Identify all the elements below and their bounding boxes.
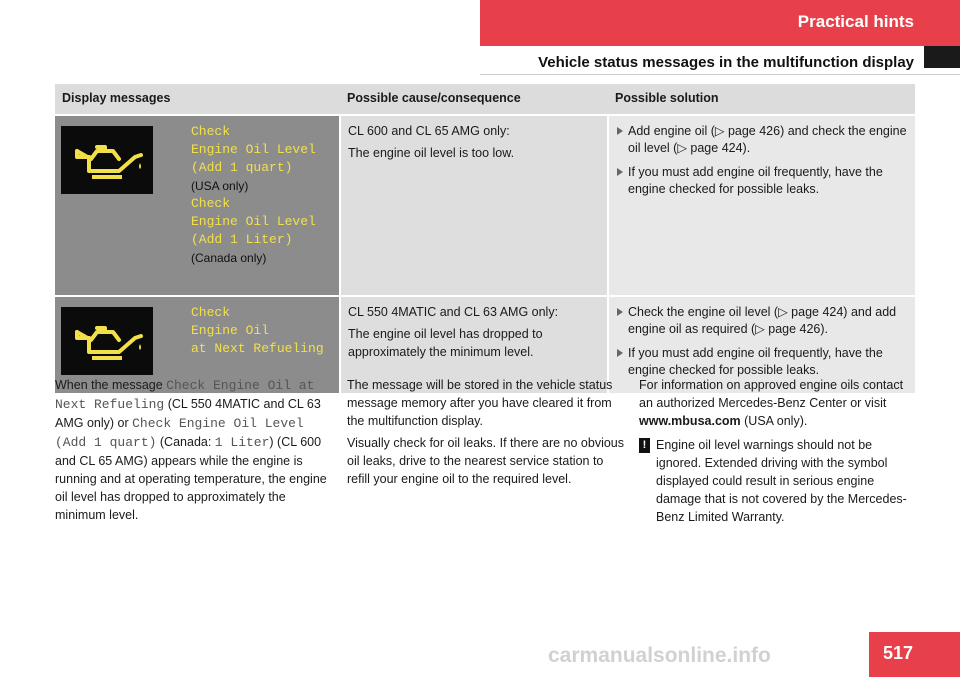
solution-item: Add engine oil (▷ page 426) and check the engine oil level (▷ page 424). [616, 123, 908, 158]
solution-item: If you must add engine oil frequently, have the engine checked for possible leaks. [616, 345, 908, 380]
display-message-inline: Check Engine Oil at Next Refueling [55, 378, 315, 412]
col-header-display: Display messages [55, 84, 340, 115]
display-message-line: Engine Oil [191, 322, 270, 338]
display-message-line: Check [191, 304, 231, 320]
display-cell [55, 115, 340, 296]
body-text: ) (CL 600 and CL 65 AMG) appears while the engine is running and at operating temperature, the engine oil level has dropped to approximately the minimum level. [55, 435, 327, 522]
corner-block [924, 46, 960, 68]
page-number: 517 [869, 632, 960, 677]
table-header-row [55, 84, 915, 115]
warning-text: Engine oil level warnings should not be ignored. Extended driving with the symbol displayed could result in serious engine damage that is not covered by the Mercedes-Benz Limited Warranty. [656, 438, 907, 524]
cause-model-note: CL 550 4MATIC and CL 63 AMG only: [348, 304, 559, 319]
body-paragraph: Visually check for oil leaks. If there are no obvious oil leaks, drive to the nearest service station to refill your engine oil to the required level. [347, 436, 624, 486]
cause-text: The engine oil level has dropped to approximately the minimum level. [348, 327, 543, 359]
oil-can-icon [61, 307, 153, 375]
display-message-inline: Check Engine Oil Level (Add 1 quart) [55, 416, 304, 450]
header-divider [480, 74, 960, 75]
table-row [55, 115, 915, 296]
body-paragraph [55, 376, 333, 524]
display-message-inline: 1 Liter [214, 435, 270, 450]
display-message-line: Engine Oil Level [191, 213, 316, 229]
watermark: carmanualsonline.info [548, 644, 771, 667]
display-message-line: Check [191, 195, 231, 211]
body-paragraph [639, 376, 917, 430]
exclamation-icon: ! [639, 438, 650, 453]
body-column-2 [347, 376, 625, 492]
body-text: (USA only). [740, 414, 808, 428]
solution-cell [608, 115, 915, 296]
page-title: Vehicle status messages in the multifunction display [538, 54, 914, 71]
col-header-solution: Possible solution [608, 84, 915, 115]
display-message-line: (Add 1 Liter) [191, 231, 293, 247]
body-paragraph: The message will be stored in the vehicle status message memory after you have cleared it from the multifunction display. [347, 378, 613, 428]
website-link[interactable]: www.mbusa.com [639, 414, 741, 428]
region-note: (Canada only) [191, 250, 267, 265]
warning-note [639, 436, 917, 526]
body-column-1 [55, 376, 333, 528]
oil-can-icon [61, 126, 153, 194]
body-text: (CL 550 4MATIC and CL 63 AMG only) or [55, 397, 321, 430]
body-text: For information on approved engine oils contact an authorized Mercedes-Benz Center or visit [639, 378, 904, 410]
region-note: (USA only) [191, 178, 249, 193]
display-message-line: (Add 1 quart) [191, 159, 293, 175]
cause-model-note: CL 600 and CL 65 AMG only: [348, 123, 510, 138]
section-tab: Practical hints [480, 0, 960, 46]
body-text: When the message [55, 378, 167, 392]
cause-cell [340, 115, 608, 296]
display-message-line: Check [191, 123, 231, 139]
body-text: (Canada: [156, 435, 215, 449]
display-message-line: at Next Refueling [191, 340, 324, 356]
solution-item: If you must add engine oil frequently, have the engine checked for possible leaks. [616, 164, 908, 199]
cause-text: The engine oil level is too low. [348, 146, 515, 160]
display-message-line: Engine Oil Level [191, 141, 316, 157]
solution-item: Check the engine oil level (▷ page 424) and add engine oil as required (▷ page 426). [616, 304, 908, 339]
body-column-3 [639, 376, 917, 526]
col-header-cause: Possible cause/consequence [340, 84, 608, 115]
status-message-table [55, 84, 915, 393]
